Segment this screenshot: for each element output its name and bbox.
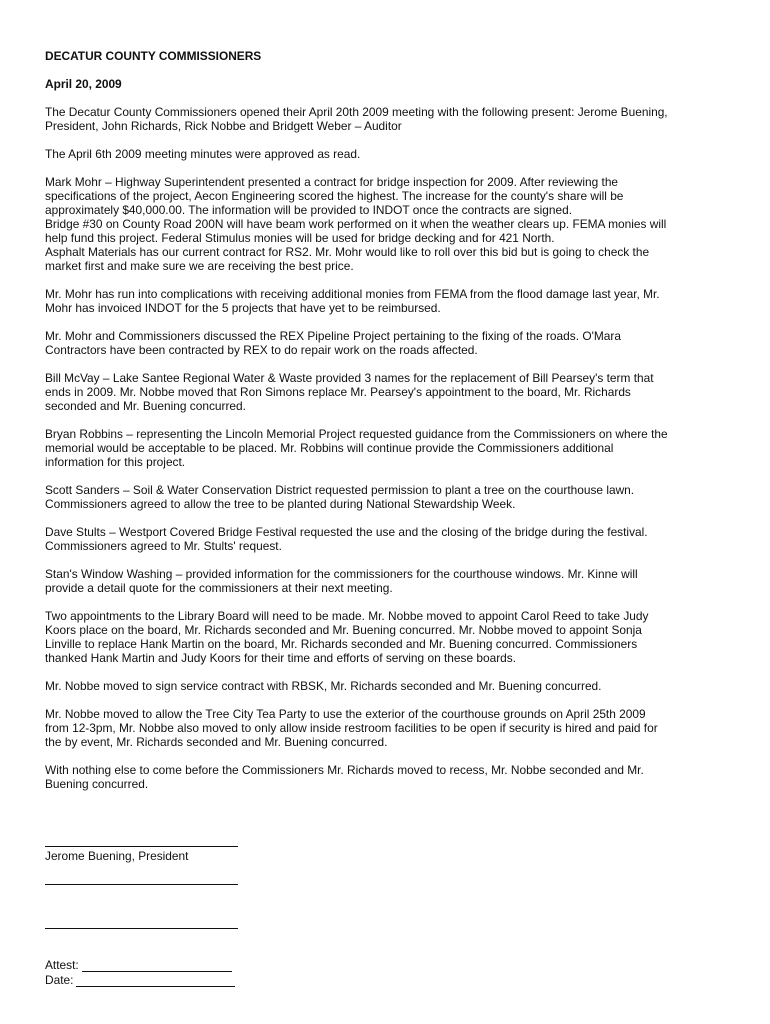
paragraph-line: from 12-3pm, Mr. Nobbe also moved to only allow inside restroom facilities to be open if security is hired and paid for <box>45 721 658 735</box>
paragraph-line: help fund this project. Federal Stimulus monies will be used for bridge decking and for 421 North. <box>45 231 555 245</box>
minutes-paragraph <box>45 287 725 315</box>
attest-label: Attest: <box>45 958 79 972</box>
document-body <box>45 49 725 805</box>
paragraph-line: Bridge #30 on County Road 200N will have beam work performed on it when the weather clears up. FEMA monies will <box>45 217 667 231</box>
paragraph-line: Commissioners agreed to allow the tree to be planted during National Stewardship Week. <box>45 497 516 511</box>
attest-row <box>45 957 345 972</box>
minutes-paragraph <box>45 483 725 511</box>
paragraph-line: Mr. Nobbe moved to sign service contract with RBSK, Mr. Richards seconded and Mr. Buening concurred. <box>45 679 602 693</box>
paragraph-line: The April 6th 2009 meeting minutes were approved as read. <box>45 147 361 161</box>
paragraph-line: provide a detail quote for the commissioners at their next meeting. <box>45 581 393 595</box>
minutes-paragraphs <box>45 105 725 791</box>
minutes-paragraph <box>45 175 725 273</box>
minutes-paragraph <box>45 567 725 595</box>
paragraph-line: specifications of the project, Aecon Engineering scored the highest. The increase for the county's share will be <box>45 189 624 203</box>
paragraph-line: With nothing else to come before the Commissioners Mr. Richards moved to recess, Mr. Nobbe seconded and Mr. <box>45 763 644 777</box>
minutes-paragraph <box>45 707 725 749</box>
paragraph-line: Dave Stults – Westport Covered Bridge Festival requested the use and the closing of the bridge during the festival. <box>45 525 648 539</box>
paragraph-line: Mr. Nobbe moved to allow the Tree City Tea Party to use the exterior of the courthouse grounds on April 25th 2009 <box>45 707 646 721</box>
paragraph-line: thanked Hank Martin and Judy Koors for their time and efforts of serving on these boards. <box>45 651 517 665</box>
minutes-paragraph <box>45 147 725 161</box>
date-line <box>76 975 235 987</box>
minutes-paragraph <box>45 427 725 469</box>
paragraph-line: Mark Mohr – Highway Superintendent presented a contract for bridge inspection for 2009. After reviewing the <box>45 175 619 189</box>
president-name: Jerome Buening, President <box>45 849 189 863</box>
paragraph-line: Stan's Window Washing – provided information for the commissioners for the courthouse windows. Mr. Kinne will <box>45 567 638 581</box>
minutes-paragraph <box>45 105 725 133</box>
paragraph-line: approximately $40,000.00. The information will be provided to INDOT once the contracts are signed. <box>45 203 573 217</box>
paragraph-line: Scott Sanders – Soil & Water Conservation District requested permission to plant a tree on the courthouse lawn. <box>45 483 635 497</box>
paragraph-line: Asphalt Materials has our current contract for RS2. Mr. Mohr would like to roll over this bid but is going to check the <box>45 245 650 259</box>
paragraph-line: ends in 2009. Mr. Nobbe moved that Ron Simons replace Mr. Pearsey's appointment to the board, Mr. Richards <box>45 385 631 399</box>
attest-line <box>82 960 232 972</box>
minutes-paragraph <box>45 329 725 357</box>
paragraph-line: Mr. Mohr has run into complications with receiving additional monies from FEMA from the flood damage last year, Mr. <box>45 287 660 301</box>
paragraph-line: Contractors have been contracted by REX to do repair work on the roads affected. <box>45 343 478 357</box>
paragraph-line: Bill McVay – Lake Santee Regional Water & Waste provided 3 names for the replacement of Bill Pearsey's term that <box>45 371 654 385</box>
paragraph-line: Buening concurred. <box>45 777 149 791</box>
paragraph-line: Bryan Robbins – representing the Lincoln Memorial Project requested guidance from the Commissioners on where the <box>45 427 668 441</box>
paragraph-line: the by event, Mr. Richards seconded and Mr. Buening concurred. <box>45 735 388 749</box>
paragraph-line: information for this project. <box>45 455 186 469</box>
paragraph-line: memorial would be acceptable to be placed. Mr. Robbins will continue provide the Commissioners additional <box>45 441 614 455</box>
paragraph-line: Linville to replace Hank Martin on the board, Mr. Richards seconded and Mr. Buening concurred. Commissioners <box>45 637 638 651</box>
paragraph-line: market first and make sure we are receiving the best price. <box>45 259 354 273</box>
paragraph-line: Koors place on the board, Mr. Richards seconded and Mr. Buening concurred. Mr. Nobbe moved to appoint Sonja <box>45 623 642 637</box>
minutes-paragraph <box>45 525 725 553</box>
document-title: DECATUR COUNTY COMMISSIONERS <box>45 49 262 63</box>
minutes-paragraph <box>45 371 725 413</box>
minutes-paragraph <box>45 609 725 665</box>
paragraph-line: Mohr has invoiced INDOT for the 5 projects that have yet to be reimbursed. <box>45 301 441 315</box>
paragraph-line: Commissioners agreed to Mr. Stults' request. <box>45 539 282 553</box>
date-label: Date: <box>45 973 74 987</box>
paragraph-line: President, John Richards, Rick Nobbe and Bridgett Weber – Auditor <box>45 119 402 133</box>
signature-block <box>45 834 345 987</box>
date-row <box>45 972 345 987</box>
paragraph-line: The Decatur County Commissioners opened their April 20th 2009 meeting with the following present: Jerome Buening, <box>45 105 668 119</box>
paragraph-line: Two appointments to the Library Board will need to be made. Mr. Nobbe moved to appoint Carol Reed to take Judy <box>45 609 649 623</box>
signature-line-president <box>45 834 238 847</box>
paragraph-line: seconded and Mr. Buening concurred. <box>45 399 246 413</box>
meeting-date: April 20, 2009 <box>45 77 122 91</box>
minutes-paragraph <box>45 679 725 693</box>
minutes-paragraph <box>45 763 725 791</box>
paragraph-line: Mr. Mohr and Commissioners discussed the REX Pipeline Project pertaining to the fixing of the roads. O'Mara <box>45 329 621 343</box>
